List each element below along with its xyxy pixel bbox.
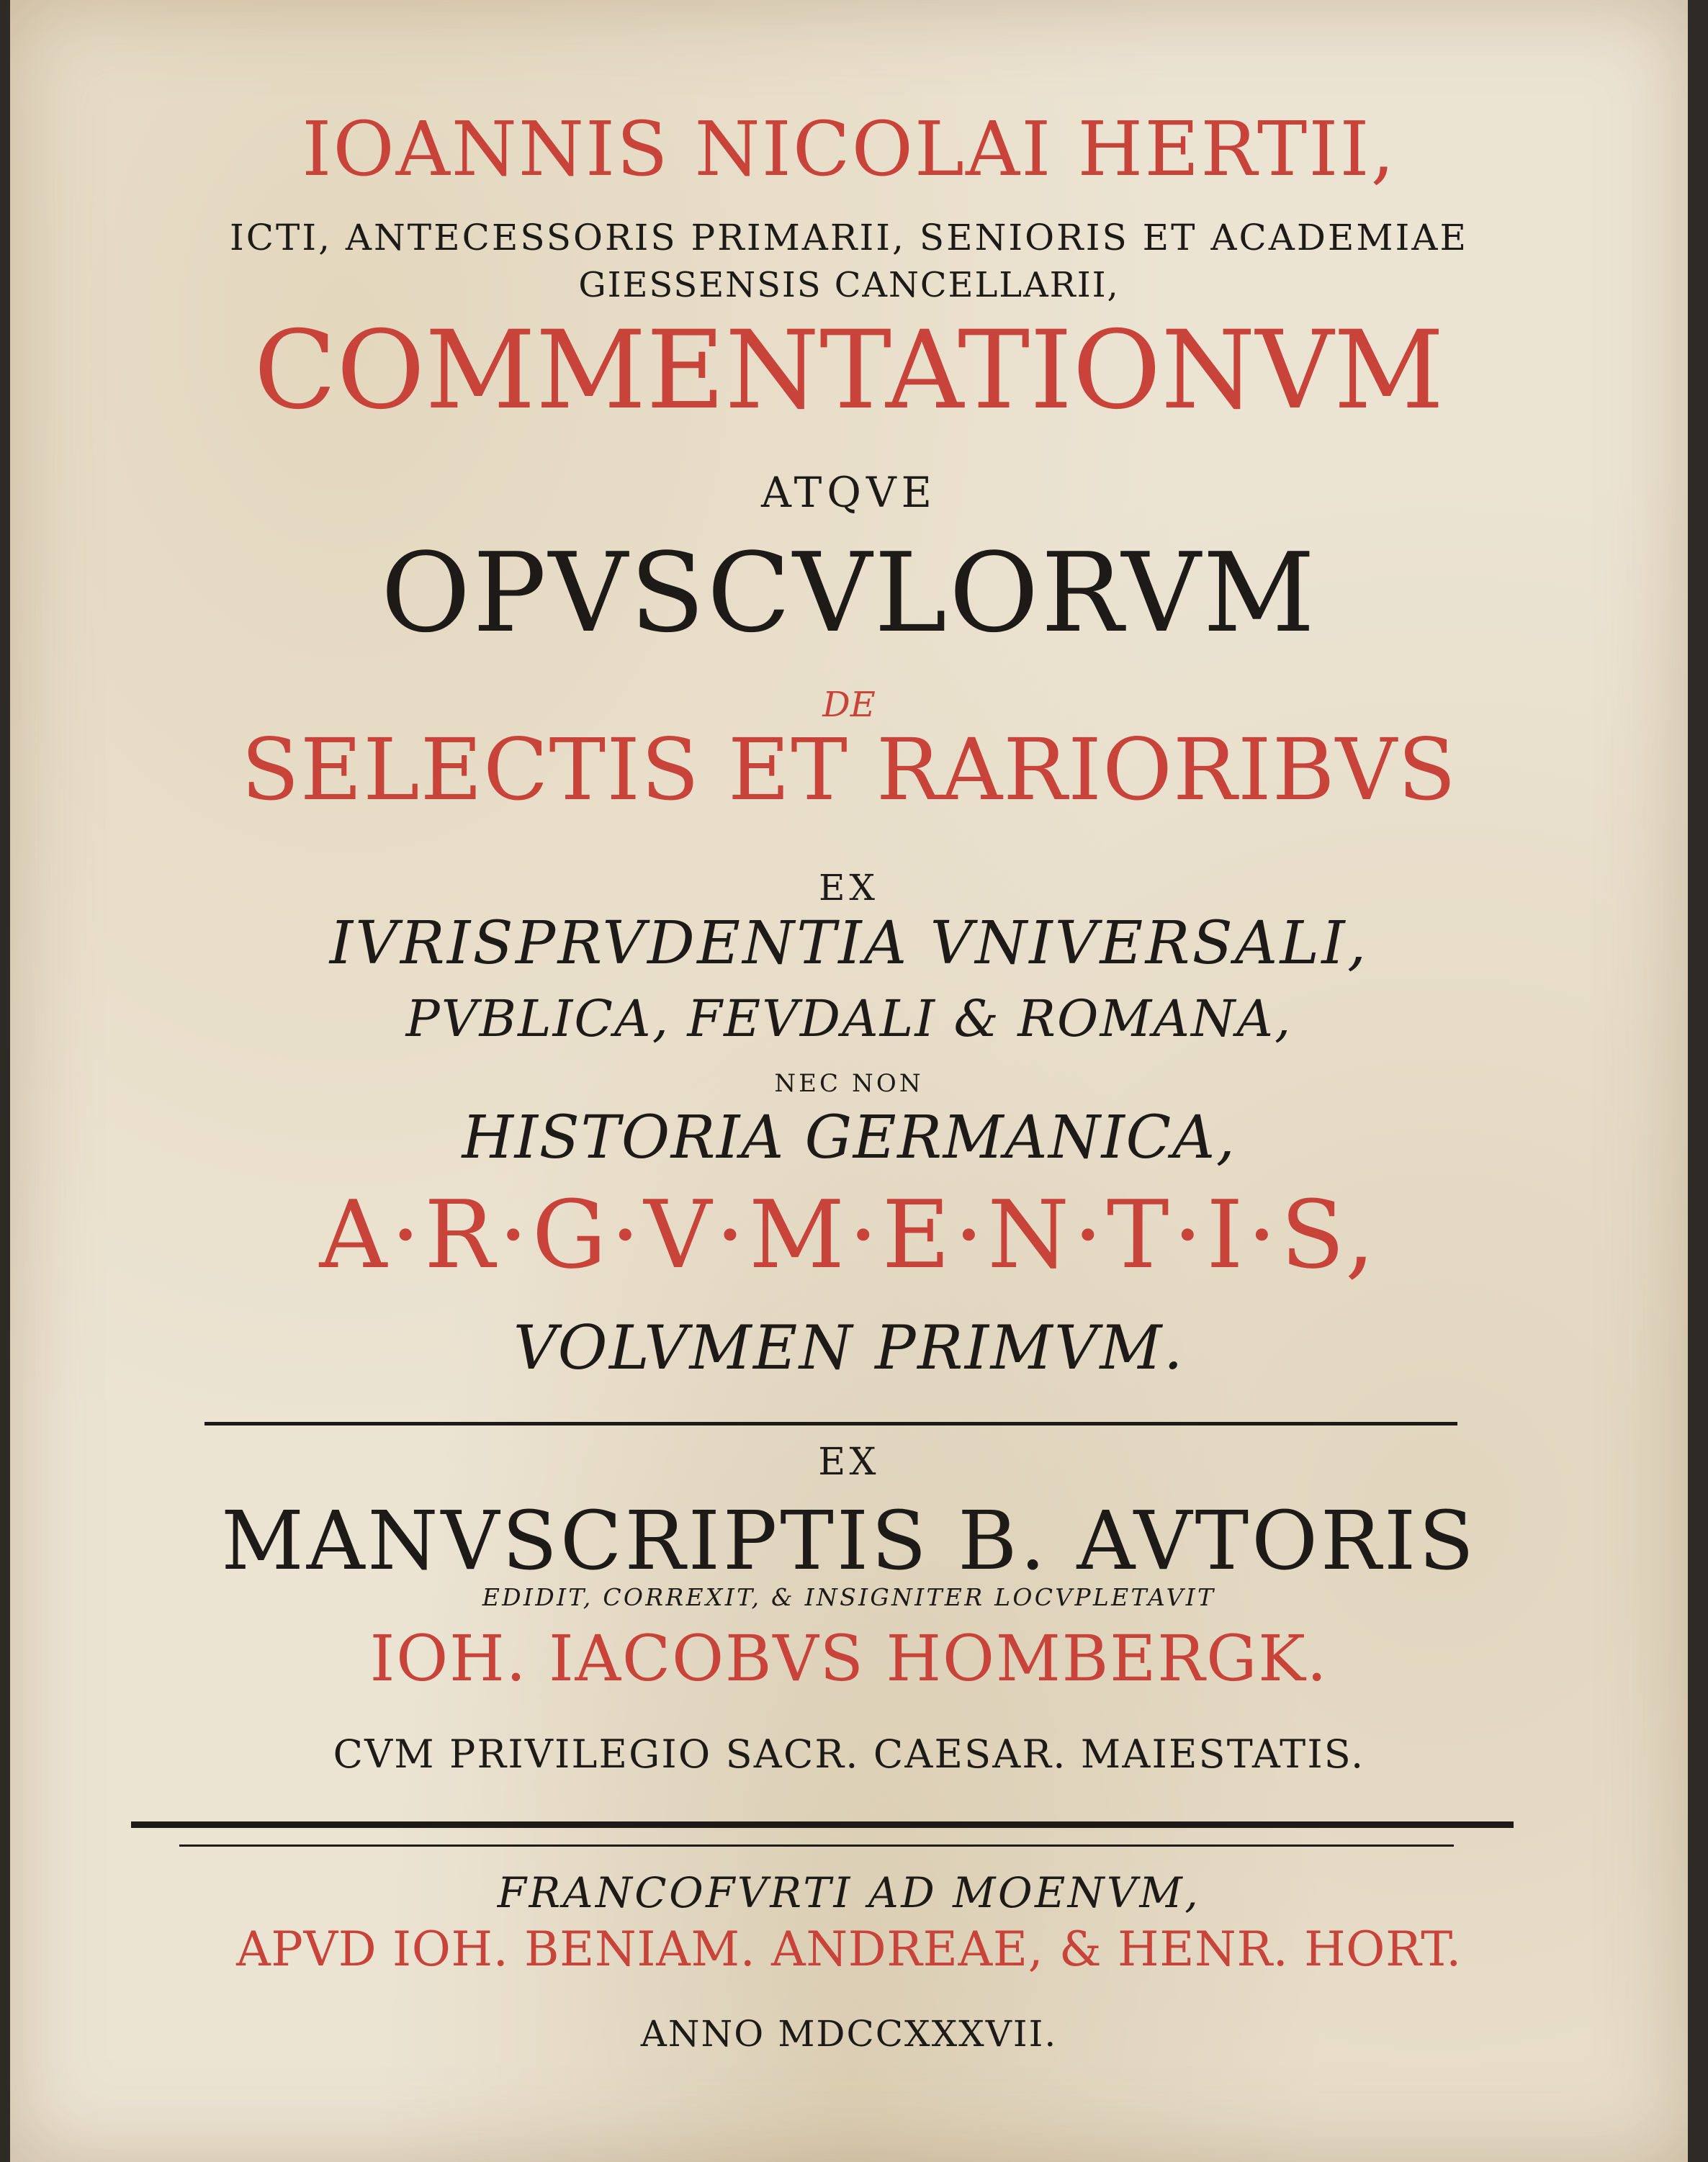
author-titles-line-1: ICTI, ANTECESSORIS PRIMARII, SENIORIS ET ACADEMIAE bbox=[230, 217, 1468, 258]
title-preposition: DE bbox=[822, 685, 876, 725]
title-page bbox=[10, 0, 1688, 2162]
divider-rule-thin bbox=[179, 1845, 1454, 1847]
place-line: FRANCOFVRTI AD MOENVM, bbox=[497, 1868, 1201, 1917]
publisher-line: APVD IOH. BENIAM. ANDREAE, & HENR. HORT. bbox=[236, 1922, 1462, 1977]
title-line-3: SELECTIS ET RARIORIBVS bbox=[241, 720, 1457, 819]
privilege-line: CVM PRIVILEGIO SACR. CAESAR. MAIESTATIS. bbox=[333, 1731, 1365, 1777]
author-name: IOANNIS NICOLAI HERTII, bbox=[302, 105, 1396, 193]
subject-line-1: IVRISPRVDENTIA VNIVERSALI, bbox=[329, 909, 1369, 978]
divider-rule-thick bbox=[131, 1821, 1514, 1828]
divider-rule-1 bbox=[204, 1422, 1457, 1425]
ex-word-1: EX bbox=[818, 867, 880, 909]
ex-word-2: EX bbox=[818, 1441, 880, 1484]
editor-note: EDIDIT, CORREXIT, & INSIGNITER LOCVPLETAVIT bbox=[482, 1583, 1216, 1611]
volume-line: VOLVMEN PRIMVM. bbox=[513, 1312, 1185, 1383]
subject-line-2: PVBLICA, FEVDALI & ROMANA, bbox=[405, 989, 1293, 1048]
subject-line-3: HISTORIA GERMANICA, bbox=[462, 1104, 1236, 1172]
title-line-1: COMMENTATIONVM bbox=[253, 308, 1444, 433]
title-line-2: OPVSCVLORVM bbox=[380, 529, 1318, 657]
manuscripts-line: MANVSCRIPTIS B. AVTORIS bbox=[221, 1495, 1477, 1588]
author-titles-line-2: GIESSENSIS CANCELLARII, bbox=[578, 265, 1120, 305]
nec-non: NEC NON bbox=[774, 1069, 924, 1098]
editor-name: IOH. IACOBVS HOMBERGK. bbox=[369, 1621, 1329, 1695]
title-conjunction: ATQVE bbox=[761, 468, 937, 517]
year-line: ANNO MDCCXXXVII. bbox=[640, 2013, 1058, 2055]
argumentis-word: A·R·G·V·M·E·N·T·I·S, bbox=[319, 1180, 1379, 1289]
